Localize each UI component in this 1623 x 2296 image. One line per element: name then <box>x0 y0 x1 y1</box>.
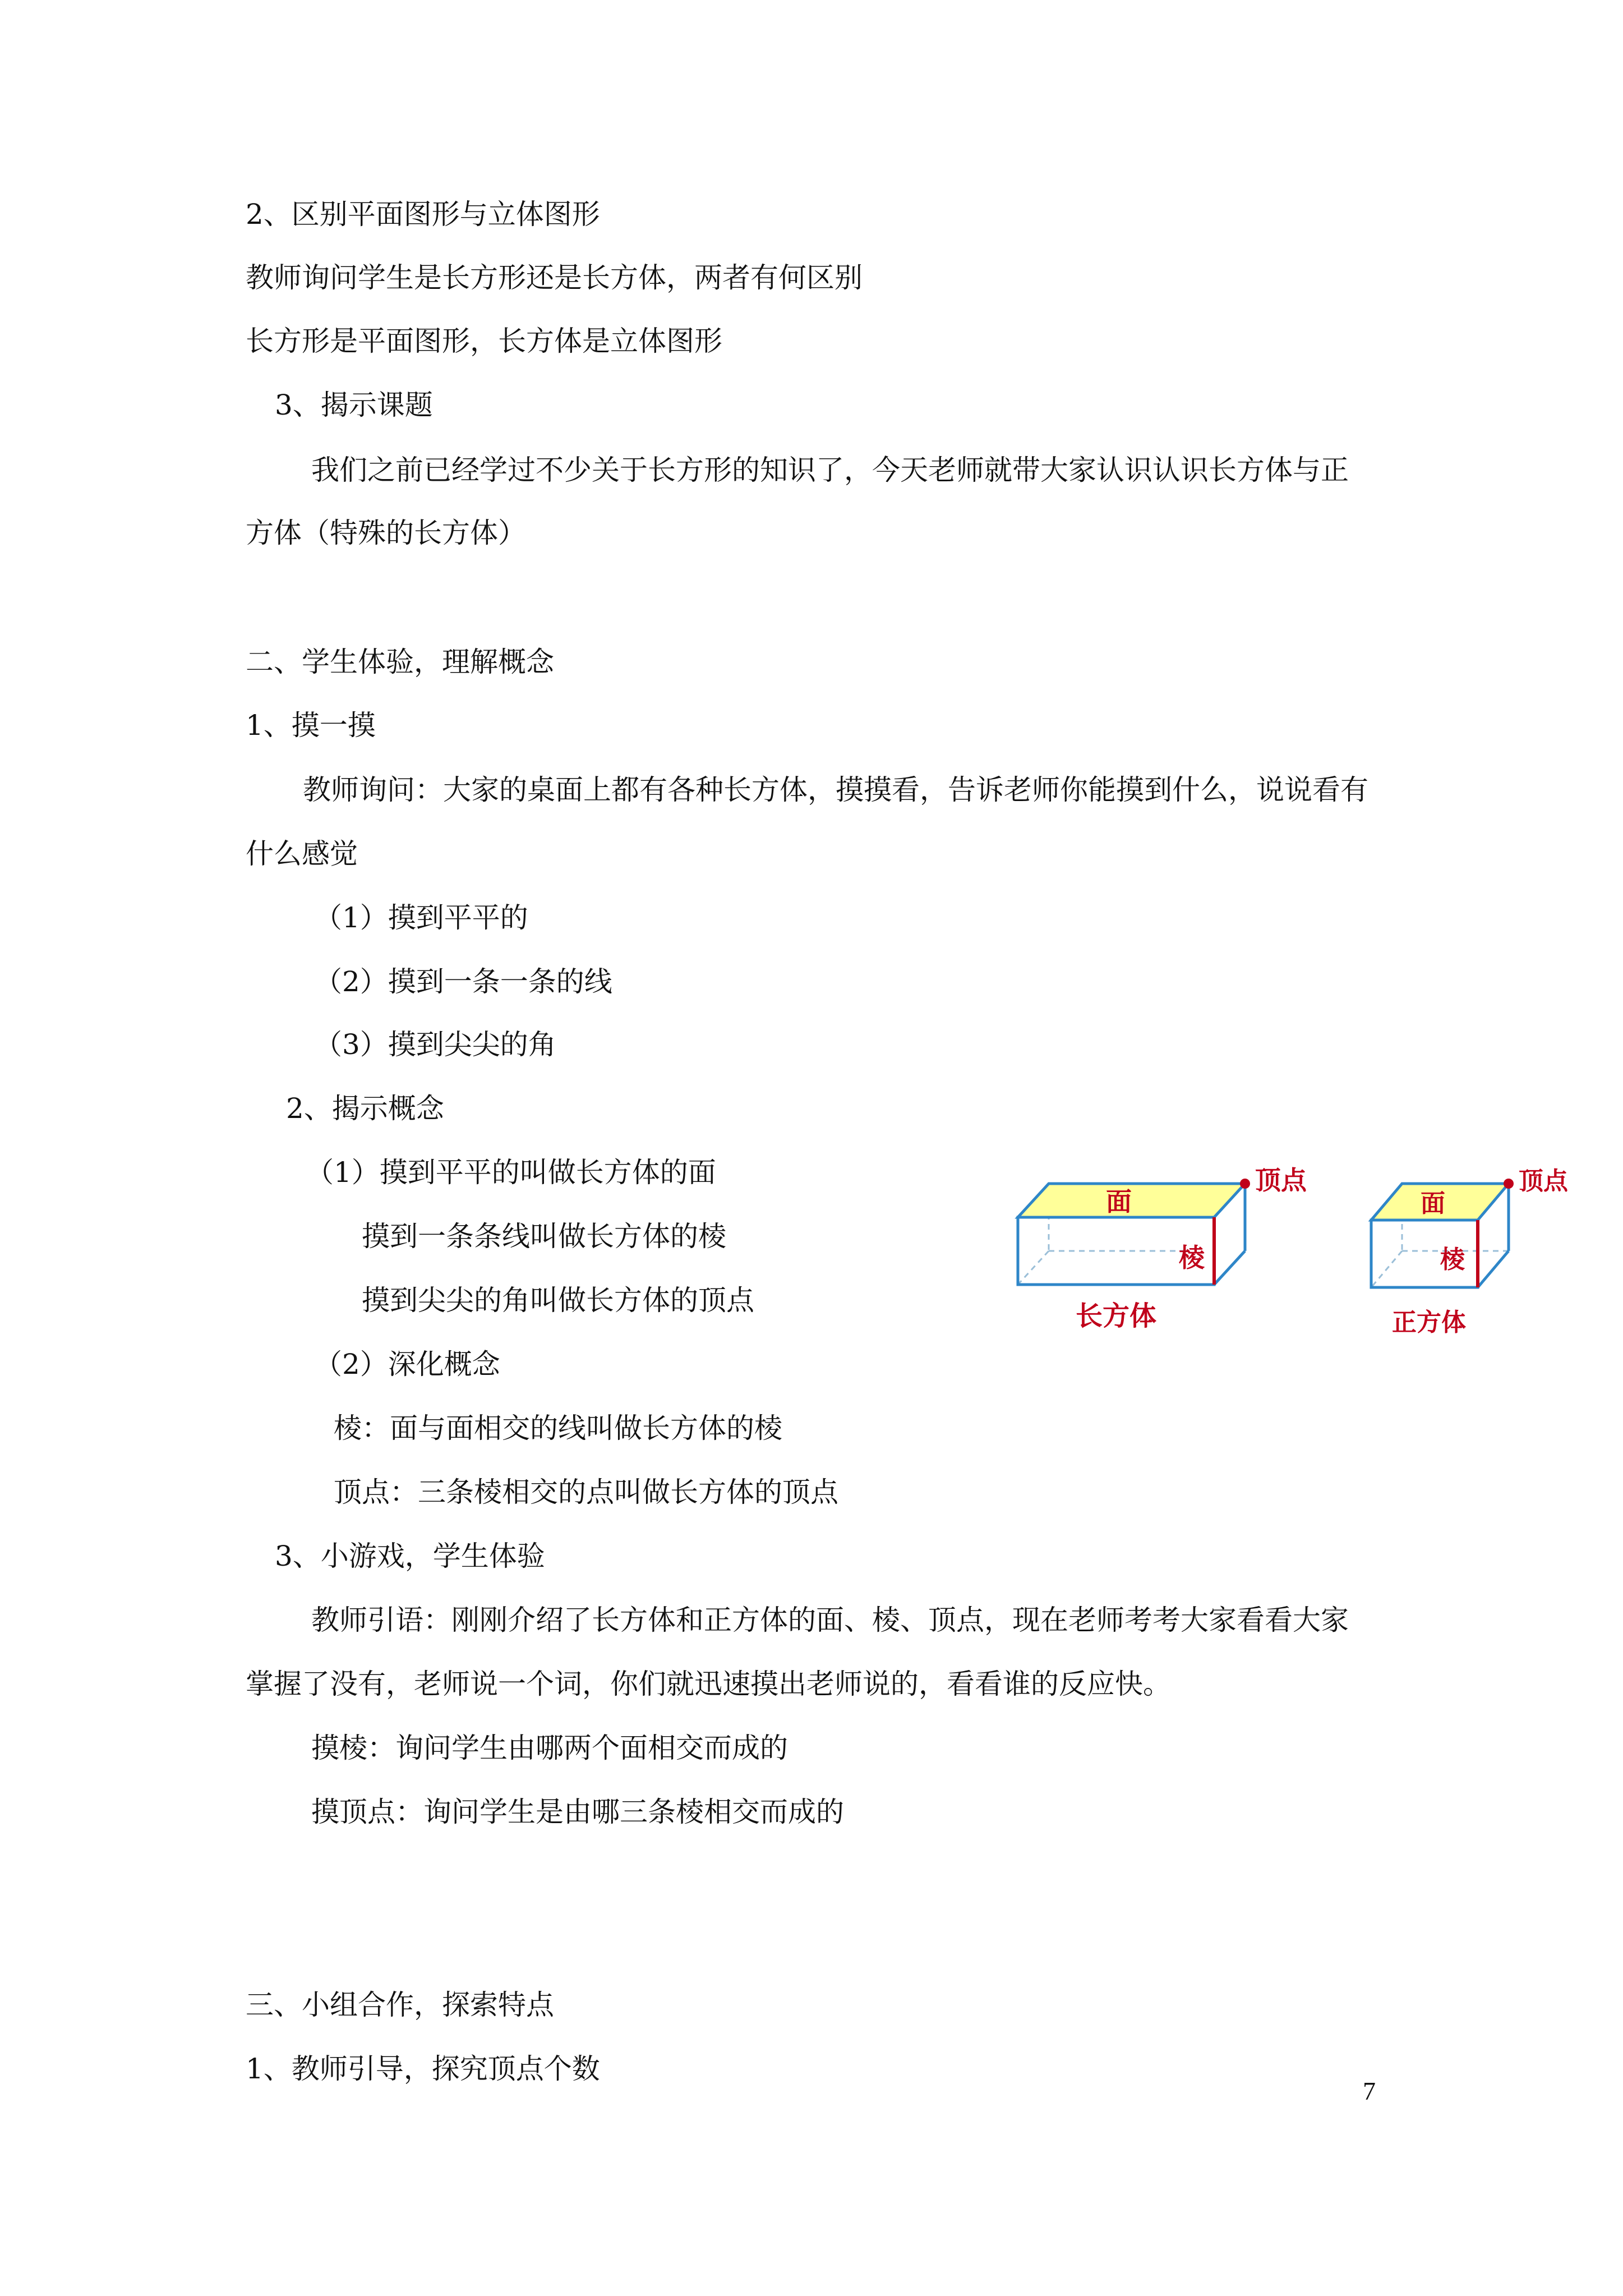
text-line: 摸棱：询问学生由哪两个面相交而成的 <box>311 1732 788 1764</box>
text-line: 顶点：三条棱相交的点叫做长方体的顶点 <box>334 1476 838 1508</box>
text-line: 教师引语：刚刚介绍了长方体和正方体的面、棱、顶点，现在老师考考大家看看大家 <box>311 1604 1349 1636</box>
cuboid-caption: 长方体 <box>1075 1300 1157 1332</box>
text-line: 摸到一条条线叫做长方体的棱 <box>362 1220 726 1253</box>
text-line: 教师询问：大家的桌面上都有各种长方体，摸摸看，告诉老师你能摸到什么，说说看有 <box>303 774 1368 806</box>
text-line: 棱：面与面相交的线叫做长方体的棱 <box>334 1412 782 1444</box>
text-line: （1）摸到平平的叫做长方体的面 <box>306 1156 716 1189</box>
text-line: 2、揭示概念 <box>286 1092 444 1125</box>
cuboid-face-label: 面 <box>1106 1186 1132 1217</box>
text-line: 2、区别平面图形与立体图形 <box>246 198 600 231</box>
text-line: 三、小组合作，探索特点 <box>246 1989 554 2021</box>
text-line: 我们之前已经学过不少关于长方形的知识了，今天老师就带大家认识认识长方体与正 <box>311 454 1349 486</box>
cuboid-figure <box>1009 1165 1307 1352</box>
text-line: 掌握了没有，老师说一个词，你们就迅速摸出老师说的，看看谁的反应快。 <box>246 1668 1171 1700</box>
text-line: （2）深化概念 <box>314 1348 500 1381</box>
text-line: 方体（特殊的长方体） <box>246 517 526 549</box>
page-number: 7 <box>1363 2077 1376 2105</box>
cube-caption: 正方体 <box>1392 1308 1466 1337</box>
text-line: 长方形是平面图形，长方体是立体图形 <box>246 325 722 357</box>
text-line: （3）摸到尖尖的角 <box>314 1028 556 1061</box>
cube-figure <box>1363 1167 1604 1352</box>
text-line: 1、教师引导，探究顶点个数 <box>246 2053 600 2085</box>
cuboid-right-bottom-edge <box>1214 1251 1245 1285</box>
text-line: 二、学生体验，理解概念 <box>246 646 554 678</box>
cube-edge-label: 棱 <box>1440 1245 1465 1274</box>
text-line: 什么感觉 <box>246 838 358 870</box>
cube-face-label: 面 <box>1421 1189 1445 1218</box>
cuboid-vertex-dot <box>1240 1179 1250 1189</box>
text-line: 1、摸一摸 <box>246 709 376 742</box>
text-line: （1）摸到平平的 <box>314 901 528 934</box>
cuboid-vertex-label: 顶点 <box>1255 1165 1307 1195</box>
text-line: （2）摸到一条一条的线 <box>314 965 612 998</box>
cuboid-edge-label: 棱 <box>1179 1243 1205 1273</box>
cube-right-bottom-edge <box>1478 1251 1509 1287</box>
text-line: 3、小游戏，学生体验 <box>275 1540 545 1572</box>
cube-vertex-label: 顶点 <box>1519 1167 1568 1195</box>
text-line: 3、揭示课题 <box>275 389 433 421</box>
cube-vertex-dot <box>1504 1179 1514 1189</box>
text-line: 摸到尖尖的角叫做长方体的顶点 <box>362 1284 754 1317</box>
text-line: 摸顶点：询问学生是由哪三条棱相交而成的 <box>311 1796 844 1828</box>
text-line: 教师询问学生是长方形还是长方体，两者有何区别 <box>246 261 863 294</box>
